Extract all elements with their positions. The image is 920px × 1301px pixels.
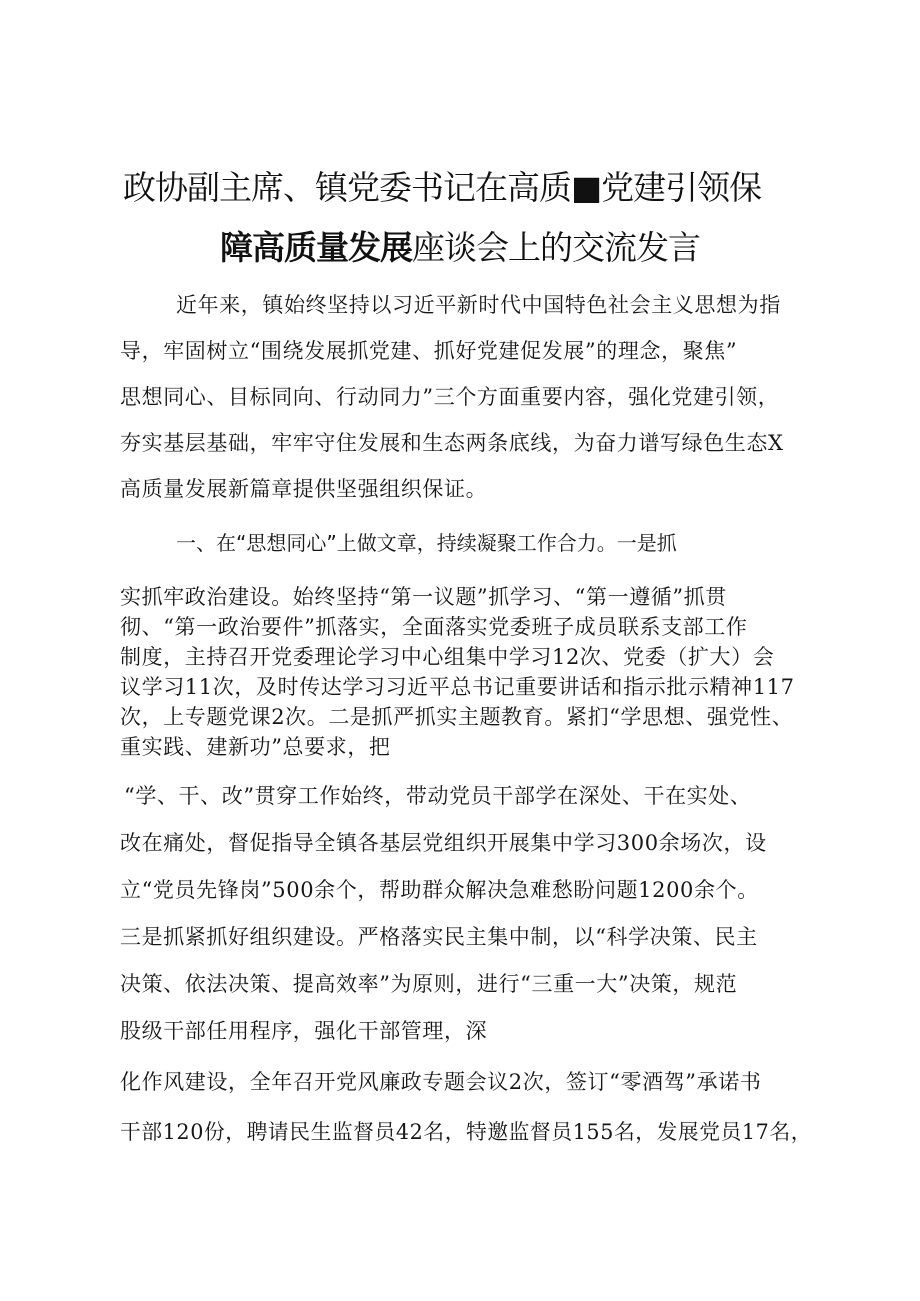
body-line: 议学习11次，及时传达学习习近平总书记重要讲话和指示批示精神117 xyxy=(120,675,795,699)
body-line: 三是抓紧抓好组织建设。严格落实民主集中制，以“科学决策、民主 xyxy=(120,925,758,949)
body-line: 决策、依法决策、提高效率”为原则，进行“三重一大”决策，规范 xyxy=(120,972,738,996)
body-line: “学、干、改”贯穿工作始终，带动党员干部学在深处、干在实处、 xyxy=(124,784,752,808)
body-line: 股级干部任用程序，强化干部管理，深 xyxy=(120,1019,488,1043)
body-line: 制度，主持召开党委理论学习中心组集中学习12次、党委（扩大）会 xyxy=(120,645,775,669)
body-line: 重实践、建新功”总要求，把 xyxy=(120,735,391,759)
body-line: 次，上专题党课2次。二是抓严抓实主题教育。紧扪“学思想、强党性、 xyxy=(120,705,794,729)
body-line: 近年来，镇始终坚持以习近平新时代中国特色社会主义思想为指 xyxy=(176,293,781,317)
body-line: 思想同心、目标同向、行动同力”三个方面重要内容，强化党建引领， xyxy=(120,385,780,409)
body-line: 夯实基层基础，牢牢守住发展和生态两条底线，为奋力谱写绿色生态X xyxy=(120,431,784,455)
body-line: 彻、“第一政治要件”抓落实，全面落实党委班子成员联系支部工作 xyxy=(120,615,748,639)
body-line: 化作风建设，全年召开党风廉政专题会议2次，签订“零酒驾”承诺书 xyxy=(120,1070,762,1094)
body-line: 高质量发展新篇章提供坚强组织保证。 xyxy=(120,477,488,501)
body-line: 导，牢固树立“围绕发展抓党建、抓好党建促发展”的理念，聚焦” xyxy=(120,339,738,363)
document-title-line-1: 政协副主席、镇党委书记在高质■党建引领保 xyxy=(123,168,762,207)
body-line: 实抓牢政治建设。始终坚持“第一议题”抓学习、“第一遵循”抓贯 xyxy=(120,585,727,609)
title-bold-part: 障高质量发展 xyxy=(220,228,412,267)
document-title-line-2 xyxy=(120,228,800,268)
title-regular-part: 座谈会上的交流发言 xyxy=(412,228,700,267)
body-line: 改在痛处，督促指导全镇各基层党组织开展集中学习300余场次，设 xyxy=(120,831,767,855)
body-line: 干部120份，聘请民生监督员42名，特邀监督员155名，发展党员17名， xyxy=(120,1120,813,1144)
section-heading-line: 一、在“思想同心”上做文章，持续凝聚工作合力。一是抓 xyxy=(176,531,677,555)
body-line: 立“党员先锋岗”500余个，帮助群众解决急难愁盼问题1200余个。 xyxy=(120,878,759,902)
